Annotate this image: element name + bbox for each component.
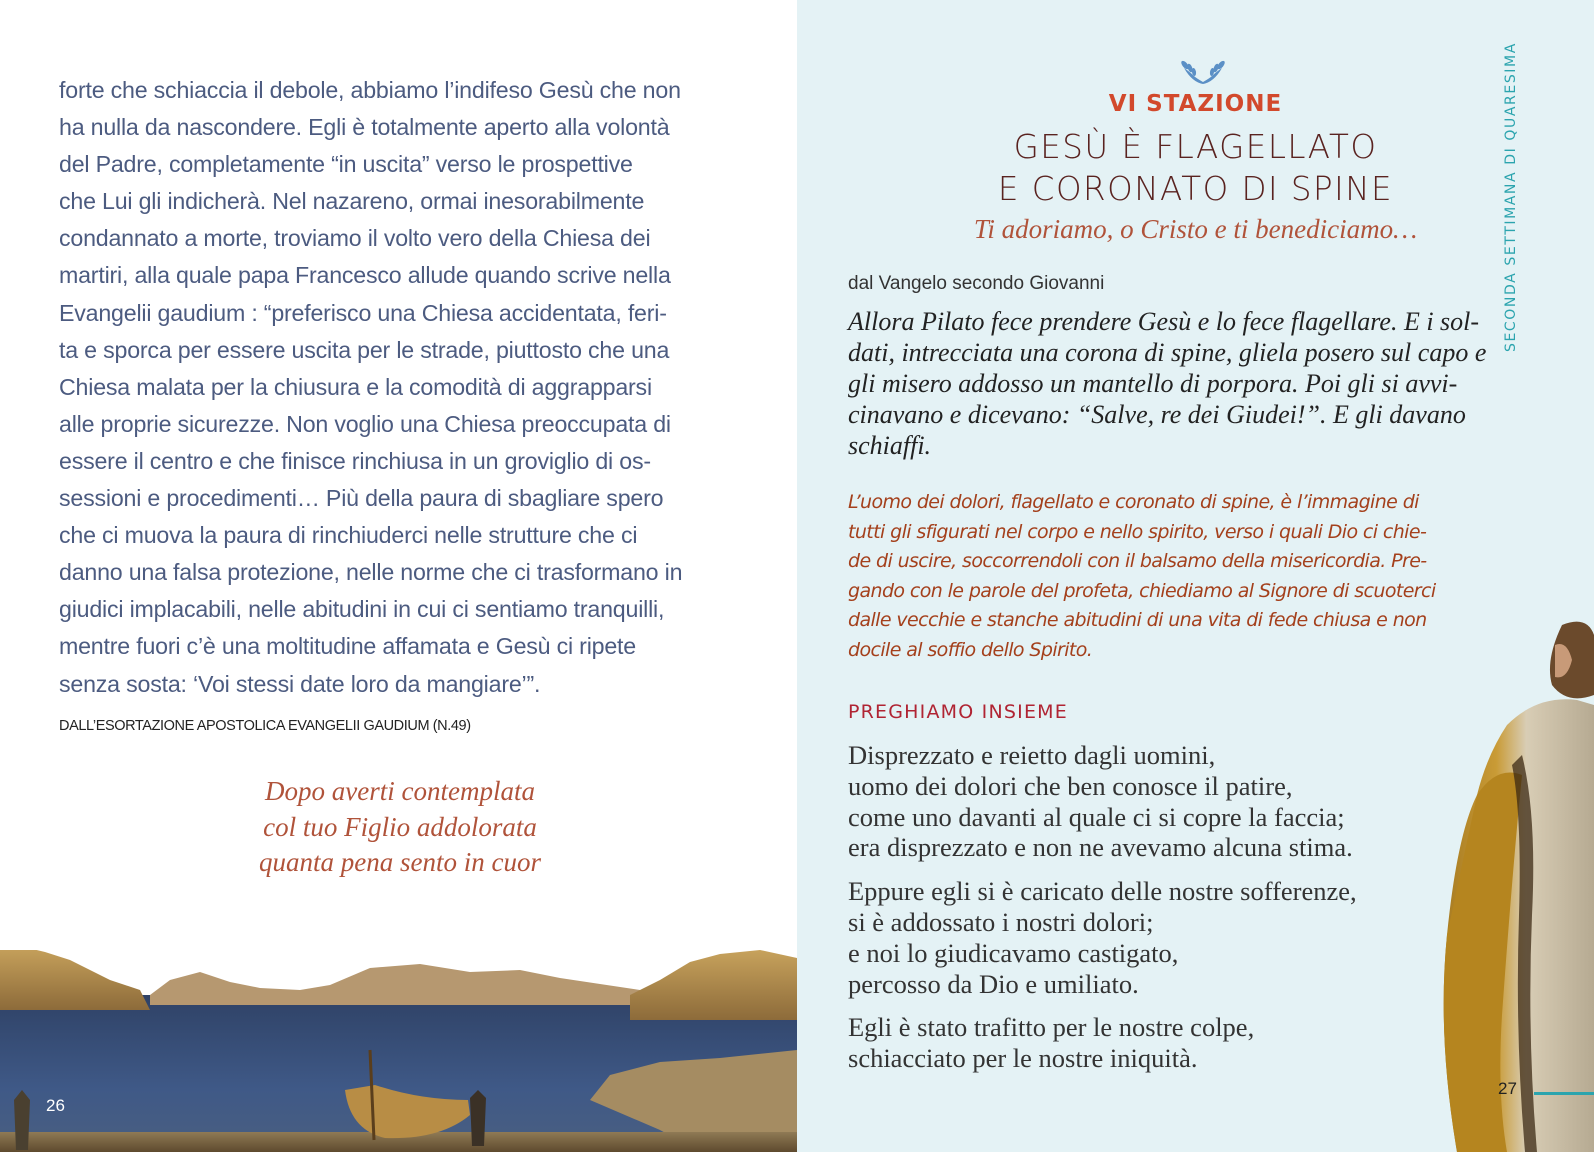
body-line: Chiesa malata per la chiusura e la comodità di aggrapparsi — [59, 373, 652, 400]
saint-figure-illustration — [1427, 615, 1594, 1152]
body-line: danno una falsa protezione, nelle norme che ci trasformano in — [59, 559, 683, 586]
hymn-line: col tuo Figlio addolorata — [263, 811, 537, 842]
body-text — [59, 72, 759, 703]
gospel-line: cinavano e dicevano: “Salve, re dei Giudei!”. E gli davano — [848, 400, 1466, 429]
body-line: alle proprie sicurezze. Non voglio una Chiesa preoccupata di — [59, 410, 671, 437]
body-line: essere il centro e che finisce rinchiusa in un groviglio di os- — [59, 447, 651, 474]
station-title — [797, 126, 1594, 210]
hymn-line: quanta pena sento in cuor — [259, 847, 541, 877]
gospel-line: schiaffi. — [848, 431, 932, 460]
gospel-line: Allora Pilato fece prendere Gesù e lo fece flagellare. E i sol- — [848, 307, 1480, 336]
reflection-line: tutti gli sfigurati nel corpo e nello spirito, verso i quali Dio ci chie- — [848, 520, 1427, 543]
reflection-line: docile al soffio dello Spirito. — [848, 638, 1093, 661]
hills-right — [630, 950, 797, 1020]
body-line: senza sosta: ‘Voi stessi date loro da mangiare’”. — [59, 670, 541, 697]
body-line: ta e sporca per essere uscita per le strade, piuttosto che una — [59, 336, 670, 363]
hymn-line: Dopo averti contemplata — [265, 776, 535, 806]
right-page — [797, 0, 1594, 1152]
page-number: 26 — [46, 1096, 65, 1115]
station-label: VI STAZIONE — [1108, 91, 1283, 117]
body-line: forte che schiaccia il debole, abbiamo l’indifeso Gesù che non — [59, 77, 681, 103]
body-line: sessioni e procedimenti… Più della paura di sbagliare spero — [59, 485, 664, 512]
reflection-line: de di uscire, soccorrendoli con il balsamo della misericordia. Pre- — [848, 550, 1427, 572]
reflection-text — [848, 488, 1518, 665]
reflection-line: gando con le parole del profeta, chiediamo al Signore di scuoterci — [848, 579, 1436, 602]
gospel-source: dal Vangelo secondo Giovanni — [848, 273, 1105, 294]
body-line: Evangelii gaudium : “preferisco una Chiesa accidentata, feri- — [59, 299, 667, 326]
station-title-line: E CORONATO DI SPINE — [997, 170, 1394, 208]
prayer-line: uomo dei dolori che ben conosce il patire, — [848, 770, 1293, 801]
body-line: mentre fuori c’è una moltitudine affamata e Gesù ci ripete — [59, 633, 636, 660]
body-line: ha nulla da nascondere. Egli è totalmente aperto alla volontà — [59, 114, 670, 141]
gospel-text — [848, 306, 1518, 461]
source-caption: DALL’ESORTAZIONE APOSTOLICA EVANGELII GAUDIUM (N.49) — [59, 718, 471, 734]
body-line: che ci muova la paura di rinchiuderci nelle strutture che ci — [59, 522, 638, 549]
prayer-line: si è addossato i nostri dolori; — [848, 906, 1154, 937]
prayer-stanza — [848, 740, 1408, 863]
prayer-stanza — [848, 1012, 1408, 1074]
reflection-line: dalle vecchie e stanche abitudini di una vita di fede chiusa e non — [848, 609, 1427, 631]
body-line: condannato a morte, troviamo il volto vero della Chiesa dei — [59, 225, 651, 252]
gospel-line: gli misero addosso un mantello di porpora. Poi gli si avvi- — [848, 369, 1458, 398]
gospel-line: dati, intrecciata una corona di spine, gliela posero sul capo e — [848, 338, 1487, 367]
body-line: martiri, alla quale papa Francesco allude quando scrive nella — [59, 262, 671, 289]
page-number-rule — [1534, 1092, 1594, 1095]
section-side-label: SECONDA SETTIMANA DI QUARESIMA — [1503, 42, 1519, 352]
reflection-line: L’uomo dei dolori, flagellato e coronato di spine, è l’immagine di — [848, 491, 1419, 513]
body-line: che Lui gli indicherà. Nel nazareno, ormai inesorabilmente — [59, 188, 645, 215]
hills-left — [0, 950, 150, 1010]
figure-boat — [470, 1090, 486, 1146]
prayer-line: Egli è stato trafitto per le nostre colpe, — [848, 1012, 1255, 1043]
body-line: giudici implacabili, nelle abitudini in cui ci sentiamo tranquilli, — [59, 596, 665, 623]
prayer-text — [848, 740, 1408, 1087]
prayer-line: Eppure egli si è caricato delle nostre sofferenze, — [848, 876, 1357, 907]
laurel-icon — [1178, 56, 1228, 86]
page-number: 27 — [1498, 1079, 1517, 1098]
body-line: del Padre, completamente “in uscita” verso le prospettive — [59, 151, 633, 178]
station-title-line: GESÙ È FLAGELLATO — [1013, 128, 1378, 166]
prayer-stanza — [848, 876, 1408, 999]
landscape-illustration — [0, 950, 797, 1152]
prayer-line: schiacciato per le nostre iniquità. — [848, 1043, 1198, 1074]
hymn-verse — [200, 774, 600, 881]
acclamation: Ti adoriamo, o Cristo e ti benediciamo… — [973, 214, 1418, 244]
prayer-line: come uno davanti al quale ci si copre la faccia; — [848, 801, 1345, 832]
prayer-heading: PREGHIAMO INSIEME — [848, 701, 1068, 723]
prayer-line: era disprezzato e non ne avevamo alcuna stima. — [848, 832, 1353, 863]
prayer-line: e noi lo giudicavamo castigato, — [848, 937, 1179, 968]
prayer-line: Disprezzato e reietto dagli uomini, — [848, 740, 1216, 770]
figure-left — [14, 1090, 30, 1150]
prayer-line: percosso da Dio e umiliato. — [848, 968, 1139, 999]
hills-middle — [150, 964, 640, 1005]
